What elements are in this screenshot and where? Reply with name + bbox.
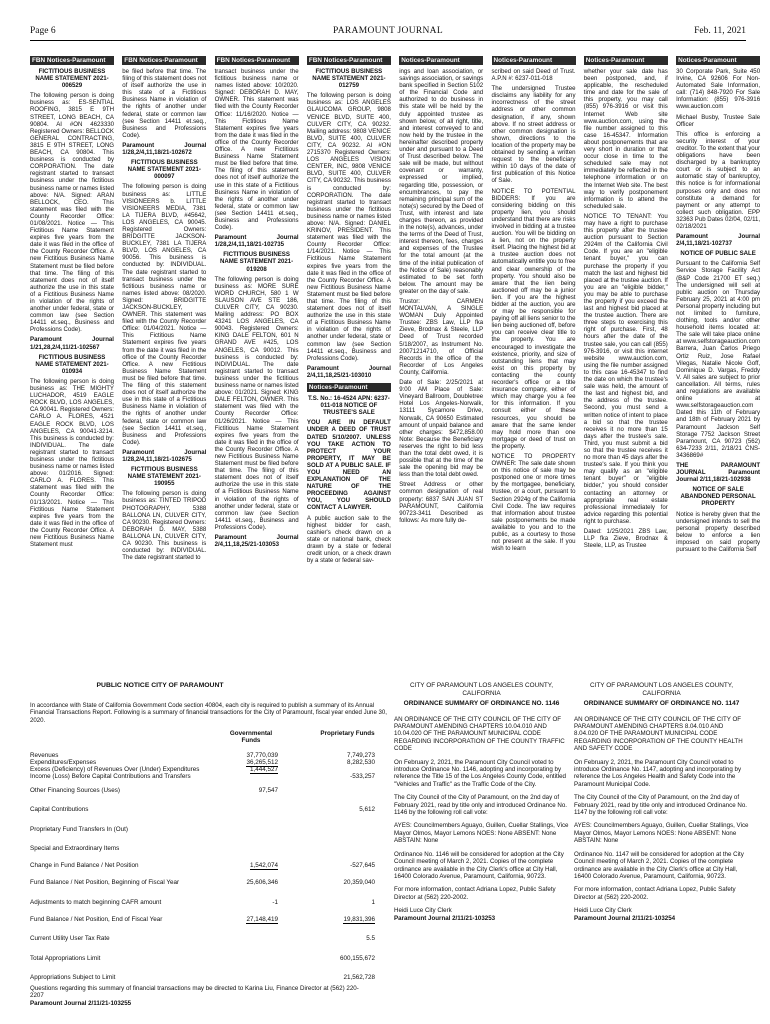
financial-row xyxy=(30,974,375,983)
publication-line: Paramount Journal 1/28,2/4,11,18/21-102735 xyxy=(214,234,299,249)
proprietary-funds-value: 8,282,530 xyxy=(346,759,375,766)
ordinance-1146-signature: Heidi Luce City Clerk xyxy=(394,907,452,915)
notice-text: Street Address or other common designation of real property: 6837 SAN JUAN ST PARAMOUNT, California 90723-3411 Described as follows: As more fully de- xyxy=(399,481,484,524)
section-banner: FBN Notices-Paramount xyxy=(307,56,391,65)
financial-row xyxy=(30,879,375,888)
classified-columns xyxy=(30,56,761,680)
notice-text: NOTICE TO POTENTIAL BIDDERS: If you are considering bidding on this property lien, you should understand that there are risks involved in bidding at a trustee auction. You will be bidding on a lien, not on the property itself. Placing the highest bid at a trustee auction does not automatically entitle you to free and clear ownership of the property. You should also be aware that the lien being auctioned off may be a junior lien. If you are the highest bidder at the auction, you are or may be responsible for paying off all liens senior to the lien being auctioned off, before you can receive clear title to the property. You are encouraged to investigate the existence, priority, and size of outstanding liens that may exist on this property by contacting the county recorder's office or a title insurance company, either of which may charge you a fee for this information. If you consult either of these resources, you should be aware that the same lender may hold more than one mortgage or deed of trust on the property. xyxy=(491,187,576,450)
ordinance-1146 xyxy=(394,682,569,922)
ordinance-1147-signature: Heidi Luce City Clerk xyxy=(574,907,632,915)
financial-row xyxy=(30,845,375,854)
publication-line: YOU ARE IN DEFAULT UNDER A DEED OF TRUST DATED 5/10/2007. UNLESS YOU TAKE ACTION TO PROTECT YOUR PROPERTY, IT MAY BE SOLD AT A PUBLIC SALE. IF YOU NEED AN EXPLANATION OF THE NATURE OF THE PROCEEDING AGAINST YOU, YOU SHOULD CONTACT A LAWYER. xyxy=(306,419,391,512)
proprietary-funds-value: 5.5 xyxy=(366,935,375,942)
financial-row-label: Excess (Deficiency) of Revenues Over (Under) Expenditures xyxy=(30,766,200,773)
public-notice-intro: In accordance with State of California Government Code section 40804, each city is required to publish a summary of its Annual Financial Transactions Report. Following is a summary of financial transactions for the City of Paramount, fiscal year ended June 30, 2020. xyxy=(30,702,387,724)
financial-row-label: Income (Loss) Before Capital Contributions and Transfers xyxy=(30,773,191,780)
section-banner: Notices-Paramount xyxy=(399,56,483,65)
public-notice-title: PUBLIC NOTICE CITY OF PARAMOUNT xyxy=(96,682,224,689)
ordinance-1147-publication: Paramount Journal 2/11/21-103254 xyxy=(574,914,676,922)
notice-text: transact business under the fictitious business name or names listed above: 10/2020. Signed: DEBORAH D. MAY, OWNER. This statement was filed with the County Recorder Office: 11/16/2020. Notice — This Fictitious Name Statement expires five years from the date it was filed in the office of the County Recorder Office. A new Fictitious Business Name Statement must be filed before that time. The filing of this statement does not of itself authorize the use in this state of a Fictitious Business Name in violation of the rights of another under federal, state or common law (see Section 14411 et.seq., Business and Professions Code). xyxy=(214,68,299,232)
notice-text: The following person is doing business as: LITTLE VISIONEERS b. LITTLE VISIONEERS MEDIA, 7381 LA TIJERA BLVD, #45642, LOS ANGELES, CA 90045. Registered Owners: BRIDGITTE JACKSON-BUCKLEY, 7381 LA TIJERA BLVD, LOS ANGELES, CA 90056. This business is conducted by: INDIVIDUAL. The date registrant started to transact business under the fictitious business name or names listed above: 08/2020. Signed: BRIDGITTE JACKSON-BUCKLEY, OWNER. This statement was filed with the County Recorder Office: 01/04/2021. Notice — This Fictitious Name Statement expires five years from the date it was filed in the office of the County Recorder Office. A new Fictitious Business Name Statement must be filed before that time. The filing of this statement does not of itself authorize the use in this state of a Fictitious Business Name in violation of the rights of another under federal, state or common law (see Section 14411 et.seq., Business and Professions Code). xyxy=(122,183,207,446)
notice-heading: FICTITIOUS BUSINESS NAME STATEMENT 2021-190955 xyxy=(127,466,201,488)
notice-text: NOTICE TO PROPERTY OWNER: The sale date shown on this notice of sale may be postponed one or more times by the mortgagee, beneficiary, trustee, or a court, pursuant to Section 2924g of the California Civil Code. The law requires that information about trustee sale postponements be made available to you and to the public, as a courtesy to those not present at the sale. If you wish to learn xyxy=(491,452,576,553)
notice-column xyxy=(584,56,668,680)
proprietary-funds-value: 19,831,396 xyxy=(343,916,375,923)
ordinance-1146-contact: For more information, contact Adriana Lopez, Public Safety Director at (562) 220-2002. xyxy=(394,886,556,901)
financial-row-label: Proprietary Fund Transfers In (Out) xyxy=(30,826,128,833)
financial-row-label: Special and Extraordinary Items xyxy=(30,845,120,852)
notice-heading: FICTITIOUS BUSINESS NAME STATEMENT 2021-006529 xyxy=(35,68,109,90)
ordinance-1146-introduction: The City Council of the City of Paramount, on the 2nd day of February 2021, read by title only and introduced Ordinance No. 1146 by the following roll call vote: xyxy=(394,794,568,817)
ordinance-1147-contact: For more information, contact Adriana Lopez, Public Safety Director at (562) 220-2002. xyxy=(574,886,736,901)
governmental-funds-value: -1 xyxy=(272,899,278,906)
notice-column xyxy=(30,56,114,680)
proprietary-funds-value: 7,749,273 xyxy=(346,752,375,759)
notice-column xyxy=(307,56,391,680)
publication-line: Paramount Journal 2/4,11,18/21-102737 xyxy=(676,233,761,248)
financial-row-label: Revenues xyxy=(30,752,59,759)
notice-column xyxy=(215,56,299,680)
ordinance-1146-summary: On February 2, 2021, the Paramount City Council voted to introduce Ordinance No. 1146, adopting and incorporating by reference the Title 15 of the Los Angeles County Code, entitled "Vehicles and Traffic" as the Traffic Code of the City. xyxy=(394,758,566,788)
notice-column xyxy=(492,56,576,680)
financial-row-label: Total Appropriations Limit xyxy=(30,955,101,962)
notice-text: Date of Sale: 2/25/2021 at 9:00 AM Place of Sale: Vineyard Ballroom, Doubletree Hotel Los Angeles-Norwalk, 13111 Sycamore Drive, Norwalk, CA 90650 Estimated amount of unpaid balance and other charges: $472,858.00 Note: Because the Beneficiary reserves the right to bid less than the total debt owed, it is possible that at the time of the sale the opening bid may be less than the total debt owed. xyxy=(399,379,484,479)
notice-column xyxy=(676,56,760,680)
notice-text: The undersigned Trustee disclaims any liability for any incorrectness of the street address or other common designation, if any, shown above. If no street address or other common designation is shown, directions to the location of the property may be obtained by sending a written request to the beneficiary within 10 days of the date of first publication of this Notice of Sale. xyxy=(491,85,576,185)
financial-row xyxy=(30,787,375,796)
notice-heading: NOTICE OF PUBLIC SALE xyxy=(680,250,756,258)
notice-text: Dated: 1/25/2021 ZBS Law, LLP fka Zieve, Brodnax & Steele, LLP, as Trustee xyxy=(583,528,668,550)
financial-row xyxy=(30,826,375,835)
notice-text: whether your sale date has been postponed, and, if applicable, the rescheduled time and date for the sale of this property, you may call (855) 976-3916 or visit this Internet Web site www.auction.com, using the file number assigned to this case 16-45347. Information about postponements that are very short in duration or that occur close in time to the scheduled sale may not immediately be reflected in the telephone information or on the Internet Web site. The best way to verify postponement information is to attend the scheduled sale. xyxy=(583,68,668,210)
notice-text: be filed before that time. The filing of this statement does not of itself authorize the use in this state of a Fictitious Business Name in violation of the rights of another under federal, state or common law (see Section 14411 et.seq., Business and Professions Code). xyxy=(122,68,207,139)
notice-text: The following person is doing business as: LOS ANGELES GLAUCOMA GROUP, 9808 VENICE BLVD, SUITE 400, CULVER CITY, CA 90232. Mailing address: 9808 VENICE BLVD, SUITE 400, CULVER CITY, CA 90232. AI #ON 2715370 Registered Owners: LOS ANGELES VISION CENTER, INC, 9808 VENICE BLVD, SUITE 400, CULVER CITY, CA 90232. This business is conducted by: CORPORATION. The date registrant started to transact business under the fictitious business name or names listed above: N/A. Signed: DANIEL KRINOV, PRESIDENT. This statement was filed with the County Recorder Office: 1/14/2021. Notice — This Fictitious Name Statement expires five years from the date it was filed in the office of the County Recorder Office. A new Fictitious Business Name Statement must be filed before that time. The filing of this statement does not of itself authorize the use in this state of a Fictitious Business Name in violation of the rights of another under federal, state or common law (see Section 14411 et.seq., Business and Professions Code). xyxy=(306,92,391,362)
notice-heading: FICTITIOUS BUSINESS NAME STATEMENT 2021-012759 xyxy=(312,68,386,90)
financial-row-label: Other Financing Sources (Uses) xyxy=(30,787,120,794)
ordinance-1147-introduction: The City Council of the City of Paramount, on the 2nd day of February 2021, read by title only and introduced Ordinance No. 1147 by the following roll call vote: xyxy=(574,794,748,817)
section-banner: FBN Notices-Paramount xyxy=(215,56,299,65)
section-banner: Notices-Paramount xyxy=(307,383,391,392)
financial-row-label: Appropriations Subject to Limit xyxy=(30,974,116,981)
public-notice-contact: Questions regarding this summary of financial transactions may be directed to Karina Liu, Finance Director at (562) 220-2207 xyxy=(30,985,359,1000)
publication-line: Paramount Journal 2/4,11,18,25/21-103053 xyxy=(214,534,299,549)
financial-row xyxy=(30,916,375,925)
notice-text: 30 Corporate Park, Suite 450 Irvine, CA 92606 For Non-Automated Sale Information, call: (714) 848-7920 For Sale Information: (855) 976-3916 www.auction.com xyxy=(676,68,761,111)
ordinance-1146-publication: Paramount Journal 2/11/21-103253 xyxy=(394,914,496,922)
proprietary-funds-value: -527,645 xyxy=(350,862,375,869)
governmental-funds-value: 37,770,039 xyxy=(246,752,278,759)
ordinance-1147-city: CITY OF PARAMOUNT LOS ANGELES COUNTY, CALIFORNIA xyxy=(590,682,733,697)
notice-text: Michael Busby, Trustee Sale Officer xyxy=(676,113,761,128)
notice-text: ings and loan association, or savings association, or savings bank specified in Section 5102 of the Financial Code and authorized to do business in this state will be held by the duly appointed trustee as shown below, of all right, title, and interest conveyed to and now held by the trustee in the hereinafter described property under and pursuant to a Deed of Trust described below. The sale will be made, but without covenant or warranty, expressed or implied, regarding title, possession, or encumbrances, to pay the remaining principal sum of the note(s) secured by the Deed of Trust, with interest and late charges thereon, as provided in the note(s), advances, under the terms of the Deed of Trust, interest thereon, fees, charges and expenses of the Trustee for the total amount (at the time of the initial publication of the Notice of Sale) reasonably estimated to be set forth below. The amount may be greater on the day of sale. xyxy=(399,68,484,295)
notice-text: Notice is hereby given that the undersigned intends to sell the personal property described below to enforce a lien imposed on said property pursuant to the California Self xyxy=(676,510,761,553)
ordinance-1147-heading: AN ORDINANCE OF THE CITY COUNCIL OF THE CITY OF PARAMOUNT AMENDING CHAPTERS 8.04.010 AND 8.04.020 OF THE PARAMOUNT MUNICIPAL CODE REGARDING INCORPORATION OF THE COUNTY HEALTH AND SAFETY CODE xyxy=(574,715,743,753)
financial-row-label: Current Utility User Tax Rate xyxy=(30,935,110,942)
issue-date: Feb. 11, 2021 xyxy=(694,26,746,36)
ordinance-1147-adoption: Ordinance No. 1147 will be considered for adoption at the City Council meeting of March 2, 2021. Copies of the complete ordinance are available in the City Clerk's office at City Hall, 16400 Colorado Avenue, Paramount, California, 90723. xyxy=(574,850,744,880)
notice-heading: T.S. No.: 16-4524 APN: 6237-011-018 NOTICE OF TRUSTEE'S SALE xyxy=(308,395,390,417)
notice-heading: NOTICE OF SALE ABANDONED PERSONAL PROPERTY xyxy=(680,486,756,508)
publication-line: Paramount Journal 1/28,2/4,11,18/21-102675 xyxy=(122,448,207,463)
financial-row-label: Expenditures/Expenses xyxy=(30,759,97,766)
notice-heading: FICTITIOUS BUSINESS NAME STATEMENT 2021-010934 xyxy=(35,353,109,375)
newspaper-name: PARAMOUNT JOURNAL xyxy=(333,26,443,36)
proprietary-funds-value: 600,155,672 xyxy=(339,955,375,962)
lower-section xyxy=(30,682,748,1022)
financial-row xyxy=(30,773,375,782)
section-banner: Notices-Paramount xyxy=(584,56,668,65)
notice-text: scribed on said Deed of Trust. A.P.N #: 6237-011-018 xyxy=(491,68,576,83)
ordinance-1147 xyxy=(574,682,749,922)
ordinance-1146-heading: AN ORDINANCE OF THE CITY COUNCIL OF THE CITY OF PARAMOUNT AMENDING CHAPTERS 10.04.010 AND 10.04.020 OF THE PARAMOUNT MUNICIPAL CODE REGARDING INCORPORATION OF THE COUNTY TRAFFIC CODE xyxy=(394,715,565,753)
proprietary-funds-value: 20,359,040 xyxy=(343,879,375,886)
financial-row xyxy=(30,862,375,871)
proprietary-funds-value: 5,612 xyxy=(359,806,375,813)
notice-column xyxy=(399,56,483,680)
ordinance-1147-summary: On February 2, 2021, the Paramount City Council voted to introduce Ordinance No. 1147, adopting and incorporating by reference the Los Angeles Health and Safety Code into the Paramount Municipal Code. xyxy=(574,758,742,788)
page-number: Page 6 xyxy=(30,26,56,36)
governmental-funds-value: 1,542,074 xyxy=(249,862,278,869)
notice-text: The following person is doing business as: ES-SENTIAL ROOFING, 3815 E 9TH STREET, LONG BEACH, CA 90804. AI #ON 4623330 Registered Owners: BELLOCK GENERAL CONTRACTING, 3815 E 9TH STREET, LONG BEACH, CA 90804. This business is conducted by CORPORATION. The date registrant started to transact business under the fictitious business name or names listed above: N/A. Signed: ARAN BELLOCK, CEO. This statement was filed with the County Recorder Office: 01/08/2021. Notice — This Fictitious Name Statement expires five years from the date it was filed in the office of the County Recorder Office. A new Fictitious Business Name Statement must be filed before that time. The filing of this statement does not of itself authorize the use in this state of a Fictitious Business Name in violation of the rights of another under federal, state or common law (see Section 14411 et.seq., Business and Professions Code). xyxy=(30,92,115,334)
ordinance-1146-title: ORDINANCE SUMMARY OF ORDINANCE NO. 1146 xyxy=(403,700,560,708)
notice-text: This office is enforcing a security interest of your creditor. To the extent that your obligations have been discharged by a bankruptcy court or is subject to an automatic stay of bankruptcy, this notice is for informational purposes only and does not constitute a demand for payment or any attempt to collect such obligation. EPP 32363 Pub Dates 02/04, 02/11, 02/18/2021 xyxy=(676,130,761,230)
section-banner: FBN Notices-Paramount xyxy=(122,56,206,65)
financial-row xyxy=(30,806,375,815)
ordinance-1147-vote: AYES: Councilmembers Aguayo, Guillen, Cuellar Stallings, Vice Mayor Olmos, Mayor Lemons NOES: None ABSENT: None ABSTAIN: None xyxy=(574,822,749,845)
ordinance-1146-adoption: Ordinance No. 1146 will be considered for adoption at the City Council meeting of March 2, 2021. Copies of the complete ordinance are available in the City Clerk's office at City Hall, 16400 Colorado Avenue, Paramount, California, 90723. xyxy=(394,850,564,880)
financial-row xyxy=(30,935,375,944)
financial-row xyxy=(30,899,375,908)
notice-heading: FICTITIOUS BUSINESS NAME STATEMENT 2021-000097 xyxy=(127,159,201,181)
notice-text: Pursuant to the California Self Service Storage Facility Act (B&P Code 21700 ET seq.) The undersigned will sell at public auction on Thursday February 25, 2021 at 4:00 pm Personal property including but not limited to furniture, clothing, tools and/or other household items located at: The sale will take place online at www.selfstorageauction.com Barrera, Juan Carlos Priego Ortiz Ruiz, Jose Rafael Vilegas, Natalie Nicole Goff, Dominique D. Vargas, Freddy V. All sales are subject to prior cancellation. All terms, rules and regulations are available online at www.selfstorageauction.com Dated this 11th of February and 18th of February 2021 by Paramount Jackson Self Storage 7752 Jackson Street Paramount, CA 90723 (562) 634-7233 2/11, 2/18/21 CNS-3436869# xyxy=(676,260,761,459)
governmental-funds-value: 97,547 xyxy=(258,787,278,794)
publication-line: Paramount Journal 1/28,2/4,11,18/21-102672 xyxy=(122,141,207,157)
financial-row-label: Change in Fund Balance / Net Position xyxy=(30,862,139,869)
notice-text: NOTICE TO TENANT: You may have a right to purchase this property after the trustee auction pursuant to Section 2924m of the California Civil Code. If you are an "eligible tenant buyer," you can purchase the property if you match the last and highest bid placed at the trustee auction. If you are an "eligible bidder," you may be able to purchase the property if you exceed the last and highest bid placed at the trustee auction. There are three steps to exercising this right of purchase. First, 48 hours after the date of the trustee sale, you can call (855) 976-3916, or visit this internet website www.auction.com, using the file number assigned to this case 16-45347 to find the date on which the trustee's sale was held, the amount of the last and highest bid, and the address of the trustee. Second, you must send a written notice of intent to place a bid so that the trustee receives it no more than 15 days after the trustee's sale. Third, you must submit a bid so that the trustee receives it no more than 45 days after the trustee's sale. If you think you may qualify as an "eligible tenant buyer" or "eligible bidder," you should consider contacting an attorney or appropriate real estate professional immediately for advice regarding this potential right to purchase. xyxy=(583,212,668,525)
ordinance-1147-title: ORDINANCE SUMMARY OF ORDINANCE NO. 1147 xyxy=(583,700,740,708)
publication-line: Paramount Journal 1/21,28,2/4,11/21-102567 xyxy=(30,336,114,351)
public-notice-publication: Paramount Journal 2/11/21-103255 xyxy=(30,999,132,1007)
notice-heading: FICTITIOUS BUSINESS NAME STATEMENT 2021-019208 xyxy=(219,251,294,273)
notice-column xyxy=(122,56,206,680)
section-banner: Notices-Paramount xyxy=(676,56,760,65)
financial-row-label: Fund Balance / Net Position, End of Fiscal Year xyxy=(30,916,163,923)
financial-row xyxy=(30,955,375,964)
financial-row-label: Capital Contributions xyxy=(30,806,89,813)
section-banner: FBN Notices-Paramount xyxy=(30,56,114,65)
proprietary-funds-header: Proprietary Funds xyxy=(320,730,375,737)
ordinance-1146-vote: AYES: Councilmembers Aguayo, Guillen, Cuellar Stallings, Vice Mayor Olmos, Mayor Lemons NOES: None ABSENT: None ABSTAIN: None xyxy=(394,822,569,845)
proprietary-funds-value: 1 xyxy=(371,899,375,906)
section-banner: Notices-Paramount xyxy=(492,56,576,65)
governmental-funds-value: 1,444,527 xyxy=(249,766,278,773)
notice-text: Trustor: CARMEN MONTALVAN, A SINGLE WOMAN Duly Appointed Trustee: ZBS Law, LLP fka Zieve, Brodnax & Steele, LLP Deed of Trust recorded 5/18/2007, as Instrument No. 20071214710, of Official Records in the office of the Recorder of Los Angeles County, California. xyxy=(399,298,484,376)
proprietary-funds-value: -533,257 xyxy=(350,773,375,780)
page-header xyxy=(30,26,746,41)
publication-line: THE PARAMOUNT JOURNAL Paramount Journal 2/11,18/21-102938 xyxy=(676,461,761,484)
financial-row-label: Fund Balance / Net Position, Beginning of Fiscal Year xyxy=(30,879,180,886)
governmental-funds-value: 27,148,419 xyxy=(246,916,278,923)
financial-row-label: Adjustments to match beginning CAFR amount xyxy=(30,899,162,906)
public-notice-footer xyxy=(30,985,370,1007)
proprietary-funds-value: 21,562,728 xyxy=(343,974,375,981)
notice-text: The following person is doing business as: THE MIGHTY LUCHADOR, 4519 EAGLE ROCK BLVD, LOS ANGELES, CA 90041. Registered Owners: CARLO A. FLORES, 4521 EAGLE ROCK BLVD, LOS ANGELES, CA 90041-3214. This business is conducted by: INDIVIDUAL. The date registrant started to transact business under the fictitious business name or names listed above: 01/2016. Signed: CARLO A. FLORES. This statement was filed with the County Recorder Office: 01/13/2021. Notice — This Fictitious Name Statement expires five years from the date it was filed in the office of the County Recorder Office. A new Fictitious Business Name Statement must xyxy=(30,377,115,549)
notice-text: A public auction sale to the highest bidder for cash, cashier's check drawn on a state or national bank, check drawn by a state or federal credit union, or a check drawn by a state or federal sav- xyxy=(306,514,391,565)
governmental-funds-value: 36,265,512 xyxy=(246,759,278,766)
notice-text: The following person is doing business as: MORE SURE WORD CHURCH, 580 1 W SLAUSON AVE STE 186, CULVER CITY, CA 90230. Mailing address: PO BOX 43241 LOS ANGELES, CA 90043. Registered Owners: KING DALE FELTON, 601 N GRAND AVE #425, LOS ANGELES, CA 90012. This business is conducted by: INDIVIDUAL. The date registrant started to transact business under the fictitious business name or names listed above: 01/2021. Signed: KING DALE FELTON, OWNER. This statement was filed with the County Recorder Office: 01/26/2021. Notice — This Fictitious Name Statement expires five years from the date it was filed in the office of the County Recorder Office. A new Fictitious Business Name Statement must be filed before that time. The filing of this statement does not of itself authorize the use in this state of a Fictitious Business Name in violation of the rights of another under federal, state or common law (see Section 14411 et.seq., Business and Professions Code). xyxy=(214,275,299,531)
ordinance-1146-city: CITY OF PARAMOUNT LOS ANGELES COUNTY, CALIFORNIA xyxy=(410,682,553,697)
notice-text: The following person is doing business as: TINTED TRIPOD PHOTOGRAPHY, 5388 BALLONA LN, CULVER CITY, CA 90230. Registered Owners: DEBORAH D. MAY, 5388 BALLONA LN, CULVER CITY, CA 90230. This business is conducted by: INDIVIDUAL. The date registrant started to xyxy=(122,490,207,562)
governmental-funds-header: Governmental Funds xyxy=(229,730,273,744)
publication-line: Paramount Journal 2/4,11,18,25/21-103010 xyxy=(306,364,391,379)
governmental-funds-value: 25,606,346 xyxy=(246,879,278,886)
